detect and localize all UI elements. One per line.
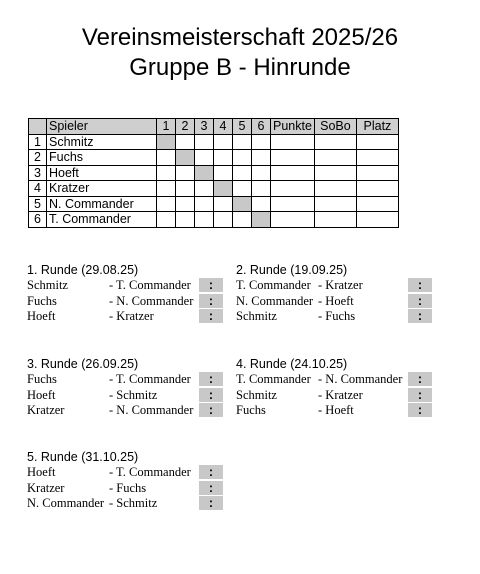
result-cell: [214, 165, 233, 181]
player-number: 4: [29, 181, 47, 197]
score-field[interactable]: :: [199, 278, 223, 292]
table-row: [29, 212, 399, 228]
result-cell: [176, 181, 195, 197]
result-cell: [233, 134, 252, 150]
away-player: - N. Commander: [109, 403, 194, 417]
points-cell: [271, 196, 315, 212]
diagonal-cell: [157, 134, 176, 150]
score-field[interactable]: :: [199, 481, 223, 495]
header-cell-1: 1: [157, 119, 176, 135]
points-cell: [271, 165, 315, 181]
player-name: Schmitz: [47, 134, 157, 150]
diagonal-cell: [214, 181, 233, 197]
home-player: Schmitz: [27, 278, 68, 292]
crosstable-header-row: [29, 119, 399, 135]
home-player: T. Commander: [236, 372, 311, 386]
header-cell-platz: Platz: [356, 119, 398, 135]
result-cell: [214, 196, 233, 212]
away-player: - Schmitz: [109, 387, 158, 402]
player-number: 1: [29, 134, 47, 150]
place-cell: [356, 196, 398, 212]
result-cell: [233, 212, 252, 228]
home-player: T. Commander: [236, 278, 311, 292]
header-cell-3: 3: [195, 119, 214, 135]
header-cell-2: 2: [176, 119, 195, 135]
away-player: - Schmitz: [109, 496, 158, 510]
result-cell: [214, 150, 233, 166]
away-player: - Fuchs: [109, 480, 147, 495]
away-player: - Kratzer: [318, 278, 363, 292]
result-cell: [157, 196, 176, 212]
home-player: Schmitz: [236, 387, 277, 402]
match-row: [27, 481, 227, 497]
sobo-cell: [314, 134, 356, 150]
header-cell-4: 4: [214, 119, 233, 135]
home-player: Fuchs: [27, 293, 57, 308]
place-cell: [356, 181, 398, 197]
home-player: N. Commander: [27, 496, 105, 510]
away-player: - Hoeft: [318, 403, 354, 417]
document-subtitle: Gruppe B - Hinrunde: [129, 54, 351, 81]
sobo-cell: [314, 196, 356, 212]
result-cell: [176, 134, 195, 150]
home-player: Hoeft: [27, 465, 56, 479]
score-field[interactable]: :: [199, 309, 223, 323]
result-cell: [176, 196, 195, 212]
player-name: Kratzer: [47, 181, 157, 197]
home-player: Hoeft: [27, 309, 56, 323]
round-title: 3. Runde (26.09.25): [27, 357, 139, 371]
match-row: [236, 294, 436, 310]
home-player: Kratzer: [27, 480, 65, 495]
home-player: Fuchs: [27, 372, 57, 386]
match-row: [27, 388, 227, 404]
player-number: 5: [29, 196, 47, 212]
away-player: - Kratzer: [109, 309, 154, 323]
points-cell: [271, 134, 315, 150]
away-player: - T. Commander: [109, 465, 191, 479]
result-cell: [233, 165, 252, 181]
table-row: [29, 150, 399, 166]
header-cell-sobo: SoBo: [314, 119, 356, 135]
player-name: T. Commander: [47, 212, 157, 228]
match-row: [236, 278, 436, 294]
score-field[interactable]: :: [408, 309, 432, 323]
match-row: [236, 403, 436, 419]
match-row: [27, 294, 227, 310]
player-number: 3: [29, 165, 47, 181]
sobo-cell: [314, 212, 356, 228]
score-field[interactable]: :: [199, 294, 223, 308]
round-block: [236, 356, 436, 419]
result-cell: [157, 165, 176, 181]
match-row: [27, 372, 227, 388]
result-cell: [195, 134, 214, 150]
score-field[interactable]: :: [408, 294, 432, 308]
result-cell: [233, 181, 252, 197]
result-cell: [157, 150, 176, 166]
away-player: - Hoeft: [318, 293, 354, 308]
round-title: 5. Runde (31.10.25): [27, 450, 139, 464]
player-number: 2: [29, 150, 47, 166]
match-row: [236, 372, 436, 388]
place-cell: [356, 212, 398, 228]
round-block: [27, 356, 227, 419]
result-cell: [195, 181, 214, 197]
home-player: Fuchs: [236, 403, 266, 417]
home-player: Kratzer: [27, 403, 65, 417]
home-player: Hoeft: [27, 387, 56, 402]
away-player: - N. Commander: [318, 372, 403, 386]
score-field[interactable]: :: [199, 403, 223, 417]
score-field[interactable]: :: [199, 388, 223, 402]
player-name: N. Commander: [47, 196, 157, 212]
result-cell: [214, 134, 233, 150]
score-field[interactable]: :: [408, 388, 432, 402]
match-row: [27, 309, 227, 325]
result-cell: [233, 150, 252, 166]
score-field[interactable]: :: [408, 403, 432, 417]
header-cell-spieler: Spieler: [47, 119, 157, 135]
diagonal-cell: [233, 196, 252, 212]
score-field[interactable]: :: [199, 465, 223, 479]
result-cell: [195, 212, 214, 228]
sobo-cell: [314, 150, 356, 166]
player-name: Fuchs: [47, 150, 157, 166]
result-cell: [252, 165, 271, 181]
result-cell: [252, 134, 271, 150]
player-name: Hoeft: [47, 165, 157, 181]
match-row: [236, 388, 436, 404]
result-cell: [157, 181, 176, 197]
document-title: Vereinsmeisterschaft 2025/26: [81, 24, 399, 51]
result-cell: [195, 150, 214, 166]
points-cell: [271, 212, 315, 228]
result-cell: [214, 212, 233, 228]
table-row: [29, 181, 399, 197]
match-row: [27, 465, 227, 481]
round-block: [236, 262, 436, 325]
round-title: 4. Runde (24.10.25): [236, 357, 348, 371]
header-cell-nr: [29, 119, 47, 135]
score-field[interactable]: :: [199, 496, 223, 510]
table-row: [29, 196, 399, 212]
place-cell: [356, 134, 398, 150]
away-player: - N. Commander: [109, 293, 194, 308]
result-cell: [176, 165, 195, 181]
result-cell: [252, 150, 271, 166]
match-row: [236, 309, 436, 325]
score-field[interactable]: :: [199, 372, 223, 386]
result-cell: [176, 212, 195, 228]
match-row: [27, 403, 227, 419]
away-player: - Fuchs: [318, 309, 356, 323]
header-cell-6: 6: [252, 119, 271, 135]
sobo-cell: [314, 181, 356, 197]
round-title: 2. Runde (19.09.25): [236, 263, 348, 277]
header-cell-punkte: Punkte: [271, 119, 315, 135]
match-row: [27, 278, 227, 294]
diagonal-cell: [252, 212, 271, 228]
result-cell: [252, 181, 271, 197]
home-player: N. Commander: [236, 293, 314, 308]
diagonal-cell: [195, 165, 214, 181]
sobo-cell: [314, 165, 356, 181]
table-row: [29, 134, 399, 150]
result-cell: [157, 212, 176, 228]
round-block: [27, 449, 227, 512]
crosstable: [28, 118, 399, 228]
points-cell: [271, 181, 315, 197]
round-block: [27, 262, 227, 325]
match-row: [27, 496, 227, 512]
away-player: - Kratzer: [318, 387, 363, 402]
away-player: - T. Commander: [109, 278, 191, 292]
place-cell: [356, 150, 398, 166]
header-cell-5: 5: [233, 119, 252, 135]
points-cell: [271, 150, 315, 166]
place-cell: [356, 165, 398, 181]
round-title: 1. Runde (29.08.25): [27, 263, 139, 277]
result-cell: [252, 196, 271, 212]
diagonal-cell: [176, 150, 195, 166]
score-field[interactable]: :: [408, 372, 432, 386]
table-row: [29, 165, 399, 181]
result-cell: [195, 196, 214, 212]
score-field[interactable]: :: [408, 278, 432, 292]
away-player: - T. Commander: [109, 372, 191, 386]
home-player: Schmitz: [236, 309, 277, 323]
player-number: 6: [29, 212, 47, 228]
